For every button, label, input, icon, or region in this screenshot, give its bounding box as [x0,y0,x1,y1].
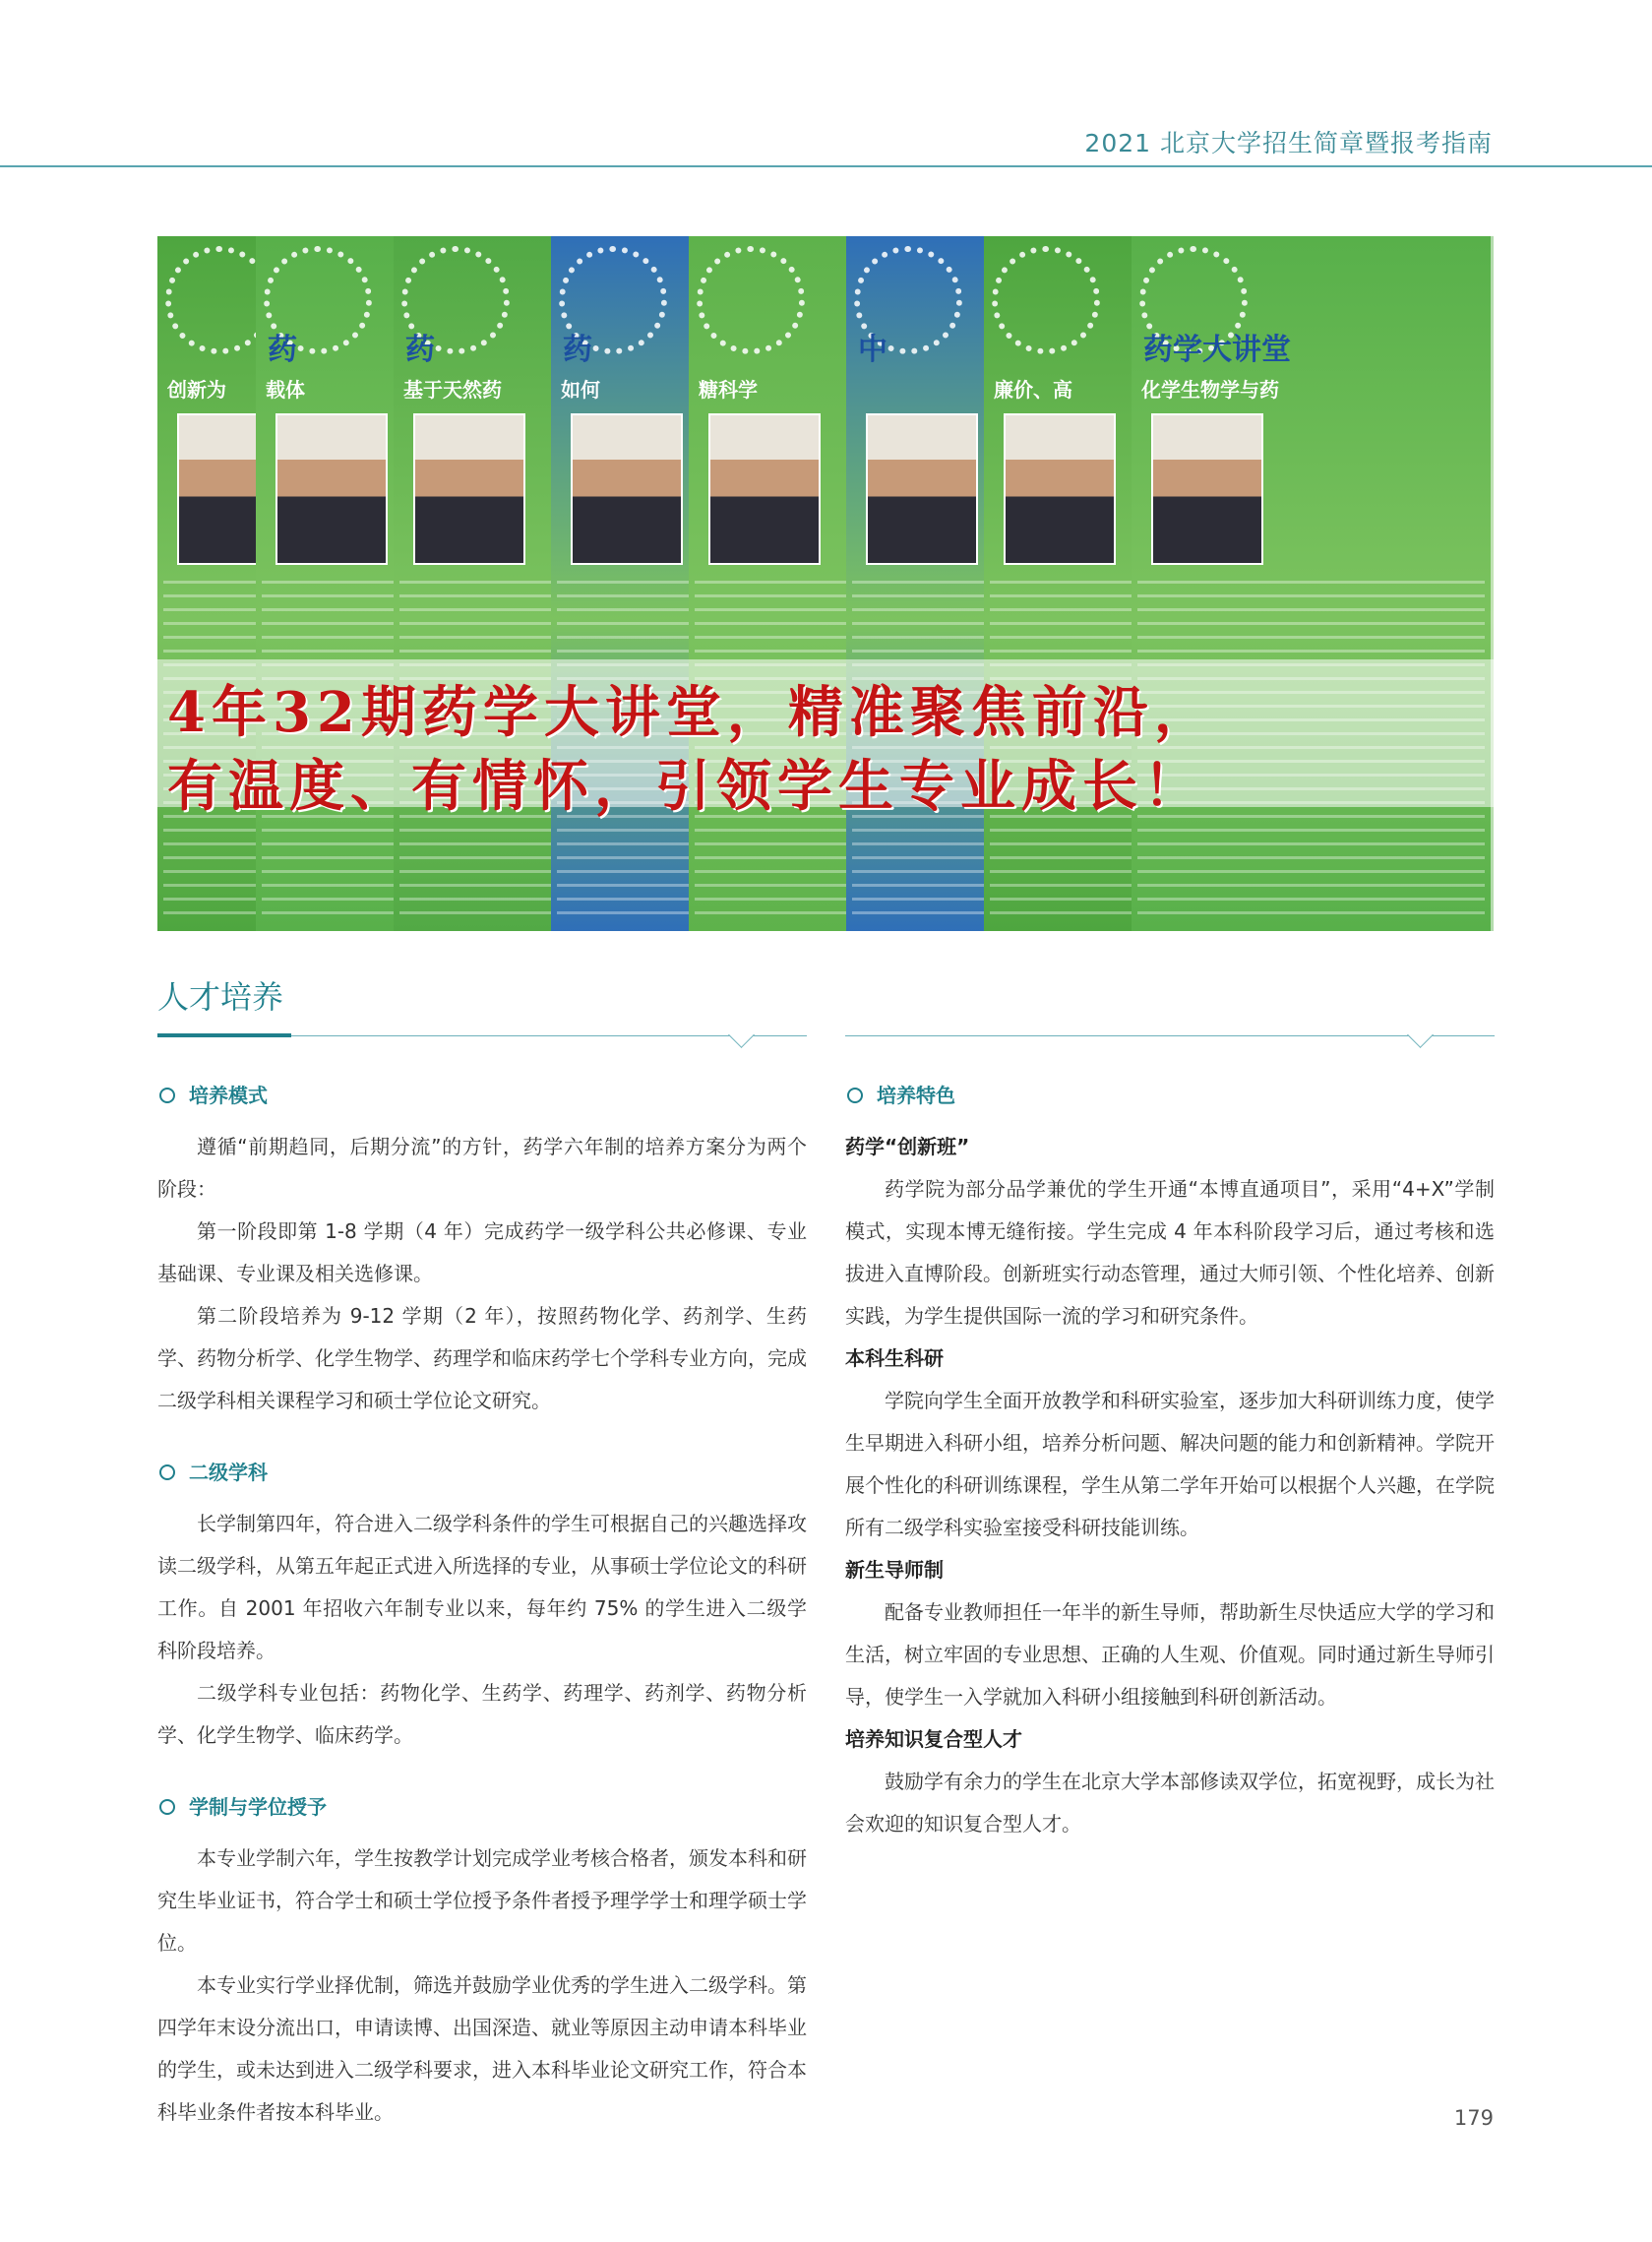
paragraph: 二级学科专业包括：药物化学、生药学、药理学、药剂学、药物分析学、化学生物学、临床药学。 [157,1681,807,1747]
lecture-poster [157,236,266,931]
poster-subheading: 基于天然药 [403,378,502,402]
poster-heading: 中 [858,333,887,367]
lecture-poster [551,236,699,931]
poster-heading: 药学大讲堂 [1143,333,1291,367]
paragraph: 药学院为部分品学兼优的学生开通“本博直通项目”，采用“4+X”学制模式，实现本博无缝衔接。学生完成 4 年本科阶段学习后，通过考核和选拔进入直博阶段。创新班实行动态管理，通过大师引领、个性化培养、创新实践，为学生提供国际一流的学习和研究条件。 [845,1177,1495,1328]
speaker-photo [1004,413,1116,565]
circle-bullet-icon [847,1088,863,1103]
poster-subheading: 载体 [266,378,305,402]
right-column-rule [845,1035,1495,1036]
header-rule [0,165,1652,167]
paragraph: 本专业学制六年，学生按教学计划完成学业考核合格者，颁发本科和研究生毕业证书，符合学士和硕士学位授予条件者授予理学学士和理学硕士学位。 [157,1846,807,1955]
lecture-poster [256,236,403,931]
paragraph: 配备专业教师担任一年半的新生导师，帮助新生尽快适应大学的学习和生活，树立牢固的专业思想、正确的人生观、价值观。同时通过新生导师引导，使学生一入学就加入科研小组接触到科研创新活动。 [845,1600,1495,1709]
header-title: 2021 北京大学招生简章暨报考指南 [1084,129,1493,157]
paragraph: 鼓励学有余力的学生在北京大学本部修读双学位，拓宽视野，成长为社会欢迎的知识复合型人才。 [845,1770,1495,1836]
lecture-posters-photo [157,236,1494,931]
paragraph: 本专业实行学业择优制，筛选并鼓励学业优秀的学生进入二级学科。第四学年末设分流出口，申请读博、出国深造、就业等原因主动申请本科毕业的学生，或未达到进入二级学科要求，进入本科毕业论文研究工作，符合本科毕业条件者按本科毕业。 [157,1973,807,2124]
speaker-photo [177,413,266,565]
compound-talent-heading: 培养知识复合型人才 [845,1727,1022,1751]
paragraph: 长学制第四年，符合进入二级学科条件的学生可根据自己的兴趣选择攻读二级学科，从第五年起正式进入所选择的专业，从事硕士学位论文的科研工作。自 2001 年招收六年制专业以来，每年约 75% 的学生进入二级学科阶段培养。 [157,1512,807,1662]
speaker-photo [571,413,683,565]
poster-subheading: 创新为 [167,378,226,402]
lecture-poster [394,236,561,931]
banner-caption-line-1: 4年32期药学大讲堂，精准聚焦前沿， [167,680,1215,745]
subheading-training-mode: 培养模式 [157,1081,807,1110]
speaker-photo [1151,413,1263,565]
lecture-poster [846,236,994,931]
right-rule-notch [1407,1022,1434,1048]
poster-subheading: 糖科学 [699,378,758,402]
lecture-poster [984,236,1141,931]
paragraph: 遵循“前期趋同，后期分流”的方针，药学六年制的培养方案分为两个阶段： [157,1135,807,1201]
poster-heading: 药 [563,333,592,367]
freshman-mentor-heading: 新生导师制 [845,1558,944,1582]
left-rule-notch [728,1022,755,1048]
circle-bullet-icon [159,1464,175,1480]
paragraph: 学院向学生全面开放教学和科研实验室，逐步加大科研训练力度，使学生早期进入科研小组，培养分析问题、解决问题的能力和创新精神。学院开展个性化的科研训练课程，学生从第二学年开始可以根据个人兴趣，在学院所有二级学科实验室接受科研技能训练。 [845,1389,1495,1539]
page-number: 179 [1453,2106,1494,2130]
poster-subheading: 廉价、高 [994,378,1072,402]
poster-heading: 药 [405,333,435,367]
subheading-degree: 学制与学位授予 [157,1792,807,1822]
lecture-poster [1132,236,1494,931]
speaker-photo [275,413,388,565]
lecture-poster [689,236,856,931]
paragraph: 第二阶段培养为 9-12 学期（2 年），按照药物化学、药剂学、生药学、药物分析学、化学生物学、药理学和临床药学七个学科专业方向，完成二级学科相关课程学习和硕士学位论文研究。 [157,1304,807,1412]
dotted-ring-decoration [992,246,1100,354]
left-column [157,1081,807,2134]
dotted-ring-decoration [697,246,805,354]
speaker-photo [413,413,525,565]
right-column [845,1081,1495,1845]
circle-bullet-icon [159,1088,175,1103]
circle-bullet-icon [159,1799,175,1815]
poster-subheading: 如何 [561,378,600,402]
paragraph: 第一阶段即第 1-8 学期（4 年）完成药学一级学科公共必修课、专业基础课、专业课及相关选修课。 [157,1219,807,1285]
banner-caption-line-2: 有温度、有情怀，引领学生专业成长！ [167,754,1204,819]
section-title: 人才培养 [157,978,284,1016]
subheading-secondary-discipline: 二级学科 [157,1458,807,1487]
dotted-ring-decoration [165,246,266,354]
poster-subheading: 化学生物学与药 [1141,378,1279,402]
speaker-photo [866,413,978,565]
undergrad-research-heading: 本科生科研 [845,1346,944,1370]
section-title-underline [157,1033,291,1037]
speaker-photo [708,413,821,565]
innovation-class-heading: 药学“创新班” [845,1135,970,1158]
poster-heading: 药 [268,333,297,367]
subheading-training-features: 培养特色 [845,1081,1495,1110]
